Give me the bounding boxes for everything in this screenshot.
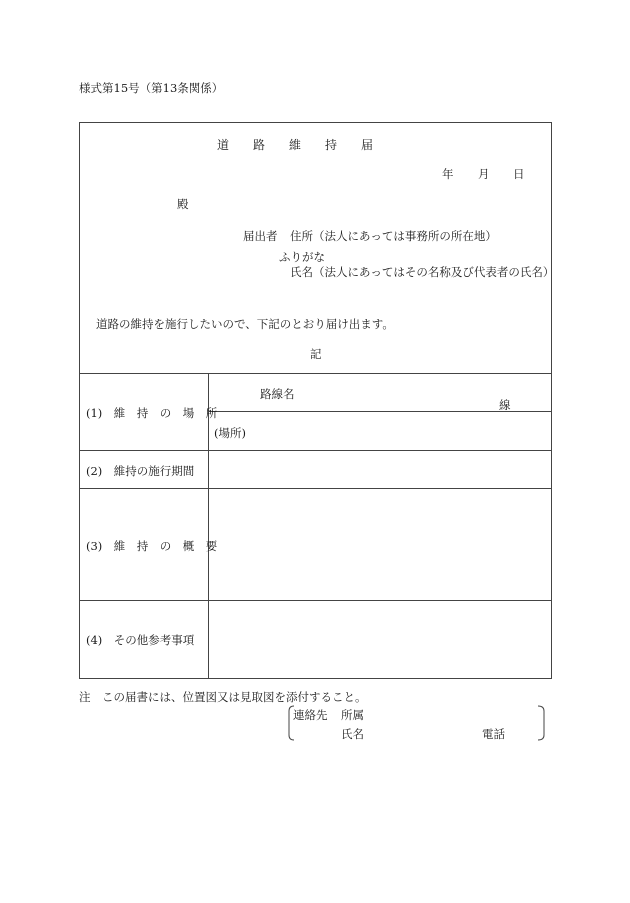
ki-label: 記 [310, 347, 322, 361]
attachment-note: 注 この届書には、位置図又は見取図を添付すること。 [79, 690, 367, 704]
row-divider-3 [79, 600, 551, 601]
form-number: 様式第15号（第13条関係） [79, 81, 224, 95]
row-divider-1 [79, 450, 551, 451]
statement-text: 道路の維持を施行したいので、下記のとおり届け出ます。 [96, 317, 394, 331]
row-divider-2 [79, 488, 551, 489]
address-label: 住所（法人にあっては事務所の所在地） [290, 229, 497, 243]
contact-label: 連絡先 [293, 708, 328, 722]
other-label: (4) その他参考事項 [86, 633, 195, 647]
period-label: (2) 維持の施行期間 [86, 464, 195, 478]
name-label: 氏名（法人にあってはその名称及び代表者の氏名） [290, 265, 555, 279]
location-label: (1) 維 持 の 場 所 [86, 406, 218, 420]
date-year: 年 [442, 167, 454, 181]
summary-label: (3) 維 持 の 概 要 [86, 539, 218, 553]
contact-affiliation-label: 所属 [341, 708, 364, 722]
form-frame [79, 122, 555, 679]
contact-phone-label: 電話 [482, 727, 505, 741]
table-top-line [79, 373, 551, 374]
form-title: 道 路 維 持 届 [217, 138, 374, 152]
applicant-label: 届出者 [243, 229, 278, 243]
route-suffix: 線 [499, 398, 511, 412]
route-name-label: 路線名 [260, 387, 295, 401]
contact-name-label: 氏名 [341, 727, 364, 741]
date-month: 月 [478, 167, 490, 181]
addressee-suffix: 殿 [177, 197, 189, 211]
furigana-label: ふりがな [279, 250, 325, 264]
place-label: (場所) [214, 426, 246, 440]
date-day: 日 [513, 167, 525, 181]
